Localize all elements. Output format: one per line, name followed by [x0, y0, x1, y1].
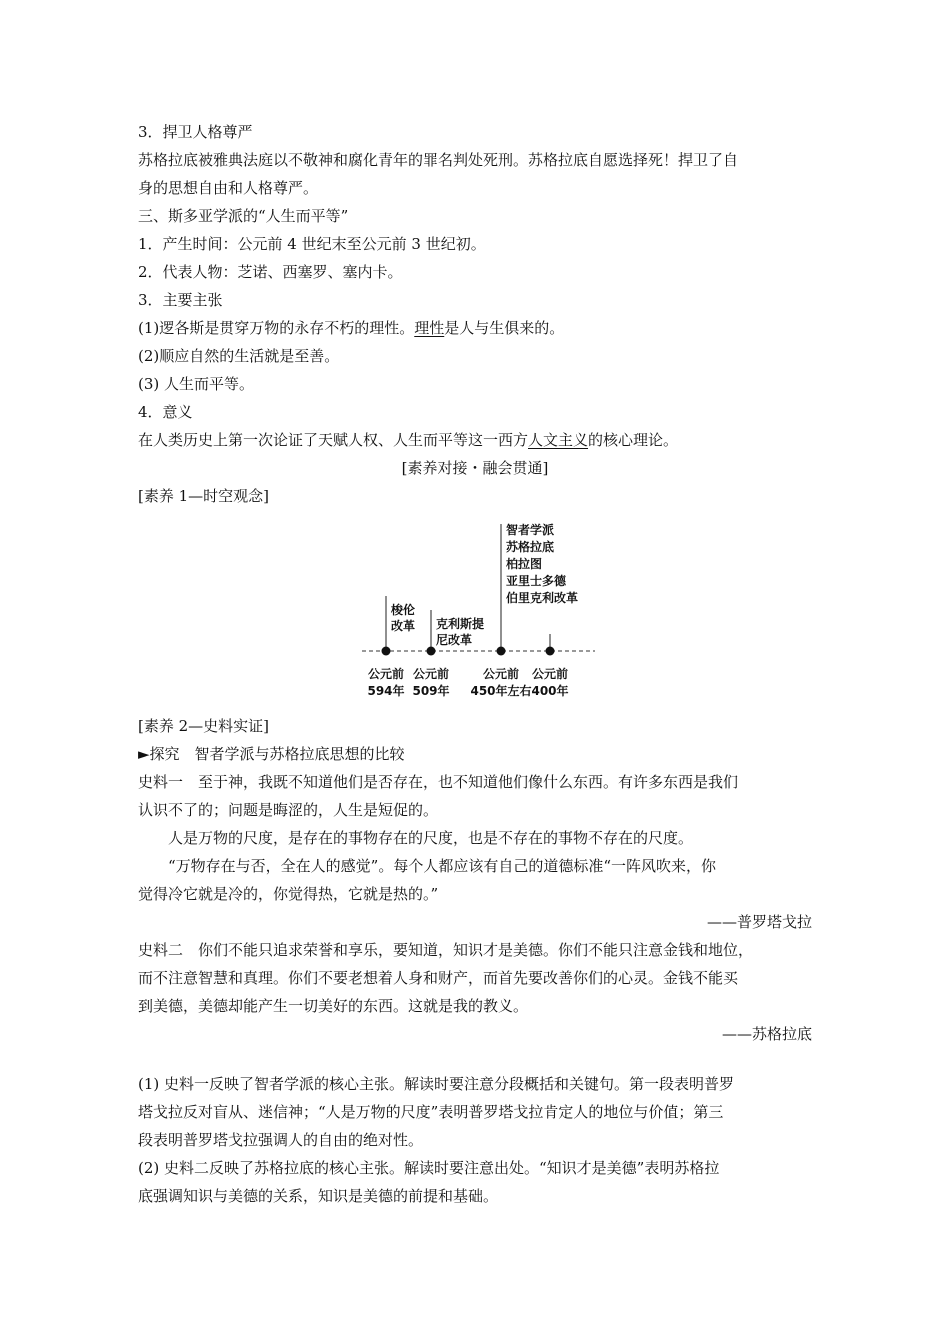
timeline-marker	[497, 647, 506, 656]
literacy-1-heading: [素养 1—时空观念]	[138, 487, 270, 505]
timeline-marker	[427, 647, 436, 656]
answer-2-line: 底强调知识与美德的关系，知识是美德的前提和基础。	[138, 1187, 499, 1205]
timeline-date-label: 400年	[531, 684, 569, 698]
answer-1-line: 塔戈拉反对盲从、迷信神；“人是万物的尺度”表明普罗塔戈拉肯定人的地位与价值；第三	[138, 1103, 724, 1121]
timeline-date-label: 公元前	[367, 667, 405, 681]
timeline-date-label: 509年	[412, 684, 450, 698]
list-item-figures: 2．代表人物：芝诺、西塞罗、塞内卡。	[138, 263, 403, 281]
timeline-marker	[546, 647, 555, 656]
claim-1: (1)逻各斯是贯穿万物的永存不朽的理性。理性是人与生俱来的。	[138, 319, 565, 337]
timeline-diagram	[360, 520, 600, 700]
timeline-date-label: 公元前	[531, 667, 569, 681]
underlined-term: 人文主义	[528, 431, 589, 449]
timeline-event-label: 亚里士多德	[506, 574, 567, 588]
timeline-event-label: 梭伦	[391, 603, 416, 617]
answer-2-line: (2) 史料二反映了苏格拉底的核心主张。解读时要注意出处。“知识才是美德”表明苏格拉	[138, 1159, 720, 1177]
source-2-line: 史料二 你们不能只追求荣誉和享乐，要知道，知识才是美德。你们不能只注意金钱和地位，	[138, 941, 754, 959]
explore-heading: ►探究 智者学派与苏格拉底思想的比较	[138, 745, 405, 763]
timeline-event-label: 尼改革	[436, 633, 473, 647]
timeline-date-label: 公元前	[412, 667, 450, 681]
timeline-event-label: 苏格拉底	[506, 540, 555, 554]
timeline-marker	[382, 647, 391, 656]
source-1-line: 觉得冷它就是冷的，你觉得热，它就是热的。”	[138, 885, 439, 903]
timeline-event-label: 改革	[391, 619, 416, 633]
timeline-event-label: 克利斯提	[436, 617, 485, 631]
source-2-line: 而不注意智慧和真理。你们不要老想着人身和财产，而首先要改善你们的心灵。金钱不能买	[138, 969, 739, 987]
timeline-event-label: 柏拉图	[506, 557, 543, 571]
section-heading-defend-dignity: 3．捍卫人格尊严	[138, 123, 253, 141]
source-2-author: ——苏格拉底	[721, 1025, 812, 1043]
part-title-stoics: 三、斯多亚学派的“人生而平等”	[138, 207, 349, 225]
timeline-svg	[360, 520, 600, 700]
answer-1-line: 段表明普罗塔戈拉强调人的自由的绝对性。	[138, 1131, 424, 1149]
source-1-line: 认识不了的；问题是晦涩的，人生是短促的。	[138, 801, 439, 819]
source-1-line: “万物存在与否，全在人的感觉”。每个人都应该有自己的道德标准“一阵风吹来，你	[168, 857, 717, 875]
source-1-line: 史料一 至于神，我既不知道他们是否存在，也不知道他们像什么东西。有许多东西是我们	[138, 773, 739, 791]
timeline-event-label: 智者学派	[506, 523, 555, 537]
timeline-date-label: 450年左右	[470, 684, 532, 698]
timeline-event-label: 伯里克利改革	[506, 591, 579, 605]
paragraph-line: 苏格拉底被雅典法庭以不敬神和腐化青年的罪名判处死刑。苏格拉底自愿选择死！捍卫了自	[138, 151, 739, 169]
claim-2: (2)顺应自然的生活就是至善。	[138, 347, 340, 365]
source-2-line: 到美德，美德却能产生一切美好的东西。这就是我的教义。	[138, 997, 529, 1015]
literacy-2-heading: [素养 2—史料实证]	[138, 717, 270, 735]
answer-1-line: (1) 史料一反映了智者学派的核心主张。解读时要注意分段概括和关键句。第一段表明普罗	[138, 1075, 735, 1093]
source-1-author: ——普罗塔戈拉	[706, 913, 812, 931]
section-banner: [素养对接・融会贯通]	[401, 459, 549, 477]
list-item-time: 1．产生时间：公元前 4 世纪末至公元前 3 世纪初。	[138, 235, 486, 253]
paragraph-line: 身的思想自由和人格尊严。	[138, 179, 319, 197]
source-1-line: 人是万物的尺度，是存在的事物存在的尺度，也是不存在的事物不存在的尺度。	[168, 829, 694, 847]
meaning-text: 在人类历史上第一次论证了天赋人权、人生而平等这一西方人文主义的核心理论。	[138, 431, 679, 449]
list-item-claims: 3．主要主张	[138, 291, 223, 309]
timeline-date-label: 公元前	[482, 667, 520, 681]
underlined-term: 理性	[414, 319, 445, 337]
claim-3: (3) 人生而平等。	[138, 375, 255, 393]
timeline-date-label: 594年	[367, 684, 405, 698]
list-item-meaning: 4．意义	[138, 403, 193, 421]
